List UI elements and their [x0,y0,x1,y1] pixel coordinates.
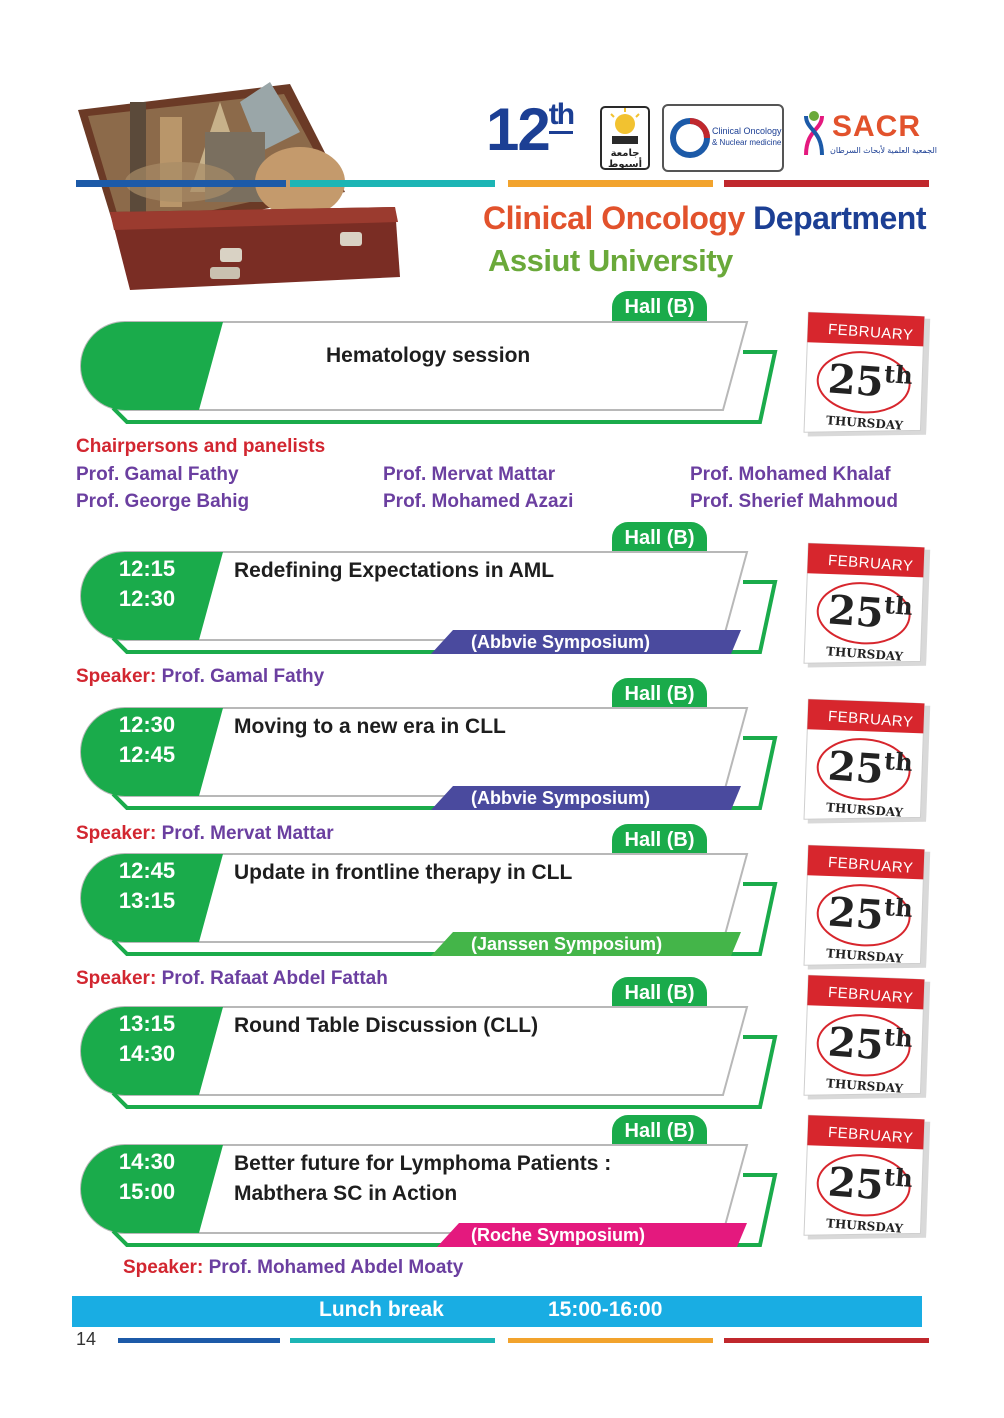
lunch-break-bar [72,1296,922,1327]
speaker-name: Prof. Mervat Mattar [161,823,334,844]
sponsor-label: (Abbvie Symposium) [471,788,651,808]
clinical-oncology-logo [662,104,784,172]
session-title: Better future for Lymphoma Patients : [234,1152,612,1175]
calendar-day [826,1158,913,1211]
department-title [483,200,926,237]
hall-tab: Hall (B) [612,291,707,323]
sacr-logo [796,104,937,172]
sponsor-label: (Roche Symposium) [471,1225,646,1245]
lunch-label: Lunch break [319,1298,444,1321]
calendar-date [790,1115,930,1245]
oncology-logo-line1: Clinical Oncology [712,126,782,136]
header-bar-teal [290,180,495,187]
calendar-day [826,742,913,795]
hall-tab: Hall (B) [612,977,707,1009]
session-title: Moving to a new era in CLL [234,715,506,738]
calendar-date [790,975,930,1105]
calendar-day-suffix: th [883,746,914,777]
calendar-month: FEBRUARY [827,552,914,575]
calendar-month: FEBRUARY [827,984,914,1007]
session-card-shape [75,320,785,432]
session-title: Hematology session [326,344,531,367]
calendar-day-suffix: th [883,1162,914,1193]
chairpersons-heading: Chairpersons and panelists [76,436,326,457]
calendar-day-suffix: th [883,359,914,390]
speaker-name: Prof. Gamal Fathy [161,666,325,687]
session-title: Round Table Discussion (CLL) [234,1014,539,1037]
suitcase-illustration [70,62,415,292]
footer-bar-blue [118,1338,280,1343]
calendar-date [790,699,930,829]
session-title: Redefining Expectations in AML [234,559,555,582]
start-time: 12:45 [118,858,176,883]
calendar-weekday: THURSDAY [825,644,904,664]
header-bar-red [724,180,929,187]
start-time: 12:15 [118,556,176,581]
assiut-university-logo [598,104,652,172]
end-time: 12:45 [118,742,176,767]
calendar-day [826,888,913,941]
start-time: 12:30 [118,712,176,737]
calendar-day-number: 25 [826,742,886,794]
speaker-name: Prof. Mohamed Abdel Moaty [208,1257,464,1278]
end-time: 12:30 [118,586,176,611]
calendar-weekday: THURSDAY [825,1076,904,1096]
chair-name: Prof. Mohamed Azazi [383,491,574,512]
calendar-date [790,845,930,975]
department-word1: Clinical Oncology [483,200,745,236]
edition-suffix: th [549,98,573,134]
sponsor-label: (Janssen Symposium) [471,934,663,954]
edition-label [486,96,574,163]
sponsor-label: (Abbvie Symposium) [471,632,651,652]
calendar-weekday: THURSDAY [825,800,904,820]
oncology-logo-line2: & Nuclear medicine [712,138,782,147]
calendar-month: FEBRUARY [827,1124,914,1147]
speaker-name: Prof. Rafaat Abdel Fattah [161,968,388,989]
calendar-weekday: THURSDAY [825,1216,904,1236]
oncology-ring-icon [668,116,712,160]
speaker-label: Speaker: [76,823,157,844]
session-title-line2: Mabthera SC in Action [234,1182,458,1205]
end-time: 13:15 [118,888,176,913]
calendar-day [826,586,913,639]
header-bar-blue [76,180,286,187]
lunch-time: 15:00-16:00 [548,1298,663,1321]
footer-bar-teal [290,1338,495,1343]
calendar-date [790,543,930,673]
calendar-day-suffix: th [883,892,914,923]
chair-name: Prof. Mervat Mattar [383,464,556,485]
hall-tab: Hall (B) [612,678,707,710]
speaker-label: Speaker: [123,1257,204,1278]
calendar-weekday: THURSDAY [825,946,904,966]
speaker-line [123,1257,463,1279]
chair-name: Prof. Gamal Fathy [76,464,239,485]
chair-name: Prof. Sherief Mahmoud [690,491,898,512]
calendar-weekday: THURSDAY [825,413,904,433]
hall-tab: Hall (B) [612,1115,707,1147]
calendar-day-number: 25 [826,355,886,407]
end-time: 14:30 [118,1041,176,1066]
calendar-day-number: 25 [826,1018,886,1070]
calendar-day [826,355,913,408]
sacr-subtext: الجمعية العلمية لأبحاث السرطان [830,146,937,155]
calendar-day [826,1018,913,1071]
speaker-label: Speaker: [76,968,157,989]
department-word2: Department [753,200,926,236]
start-time: 14:30 [118,1149,176,1174]
calendar-day-suffix: th [883,590,914,621]
ribbon-icon [796,110,832,160]
edition-number: 12 [486,96,549,163]
hall-tab: Hall (B) [612,824,707,856]
end-time: 15:00 [118,1179,176,1204]
header-bar-orange [508,180,713,187]
university-title: Assiut University [488,243,733,278]
start-time: 13:15 [118,1011,176,1036]
calendar-day-suffix: th [883,1022,914,1053]
university-logo-text: جامعة أسيوط [608,148,642,170]
footer-bar-orange [508,1338,713,1343]
calendar-month: FEBRUARY [827,321,914,344]
calendar-date [790,312,930,442]
sacr-text: SACR [832,110,922,143]
calendar-month: FEBRUARY [827,708,914,731]
calendar-month: FEBRUARY [827,854,914,877]
page-number: 14 [76,1329,97,1349]
speaker-label: Speaker: [76,666,157,687]
chair-name: Prof. Mohamed Khalaf [690,464,891,485]
session-title: Update in frontline therapy in CLL [234,861,573,884]
calendar-day-number: 25 [826,888,886,940]
chair-name: Prof. George Bahig [76,491,250,512]
calendar-day-number: 25 [826,586,886,638]
calendar-day-number: 25 [826,1158,886,1210]
footer-bar-red [724,1338,929,1343]
hall-tab: Hall (B) [612,522,707,554]
